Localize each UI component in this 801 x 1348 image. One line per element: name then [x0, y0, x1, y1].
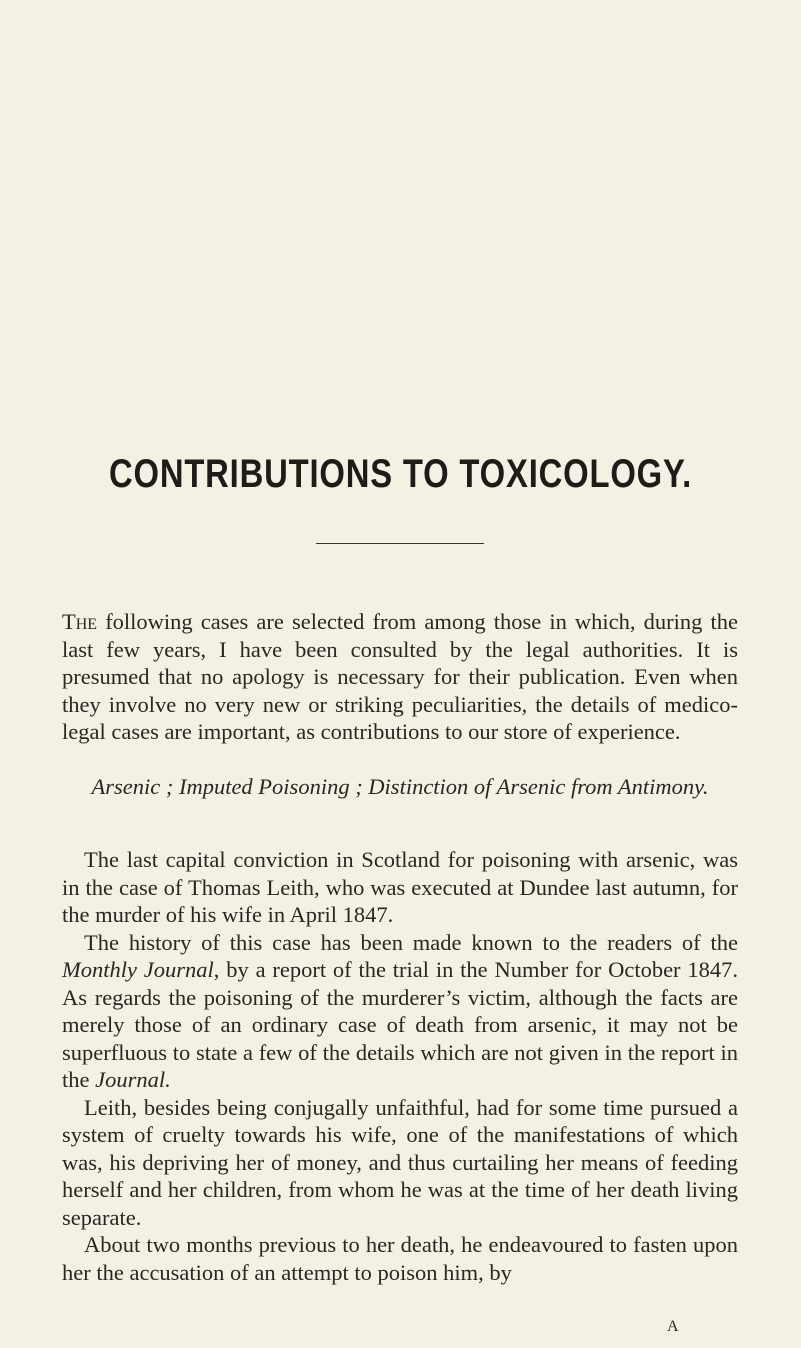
- section-heading: Arsenic ; Imputed Poisoning ; Distinction of Arsenic from Antimony.: [91, 774, 709, 799]
- journal-title: Monthly Journal: [62, 957, 214, 982]
- paragraph-4: About two months previous to her death, he endeavoured to fasten upon her the accusation of an attempt to poison him, by: [62, 1232, 738, 1285]
- page-title: CONTRIBUTIONS TO TOXICOLOGY.: [108, 452, 693, 496]
- title-divider: [316, 543, 484, 544]
- paragraph-2-part-b: , by a report of the trial in the Number for October 1847. As regards the poisoning of the murderer’s victim, although the facts are merely those of an ordinary case of death from arsenic, it may not be superfluous to state a few of the details which are not given in the report in the: [62, 957, 738, 1092]
- intro-text: following cases are selected from among those in which, during the last few years, I have been consulted by the legal authorities. It is presumed that no apology is necessary for their publication. Even when they involve no very new or striking peculiarities, the details of medico-legal cases are important, as contributions to our store of experience.: [62, 609, 738, 744]
- body-text: [62, 846, 738, 1286]
- signature-mark: A: [667, 1318, 679, 1335]
- intro-paragraph: [62, 608, 738, 746]
- paragraph-2: [62, 929, 738, 1094]
- paragraph-3: Leith, besides being conjugally unfaithful, had for some time pursued a system of cruelty towards his wife, one of the manifestations of which was, his depriving her of money, and thus curtailing her means of feeding herself and her children, from whom he was at the time of her death living separate.: [62, 1094, 738, 1230]
- paragraph-2-part-a: The history of this case has been made known to the readers of the: [84, 929, 738, 955]
- intro-first-word: The: [62, 609, 98, 634]
- paragraph-1: The last capital conviction in Scotland for poisoning with arsenic, was in the case of Thomas Leith, who was executed at Dundee last autumn, for the murder of his wife in April 1847.: [62, 847, 738, 927]
- journal-title-short: Journal.: [95, 1067, 171, 1092]
